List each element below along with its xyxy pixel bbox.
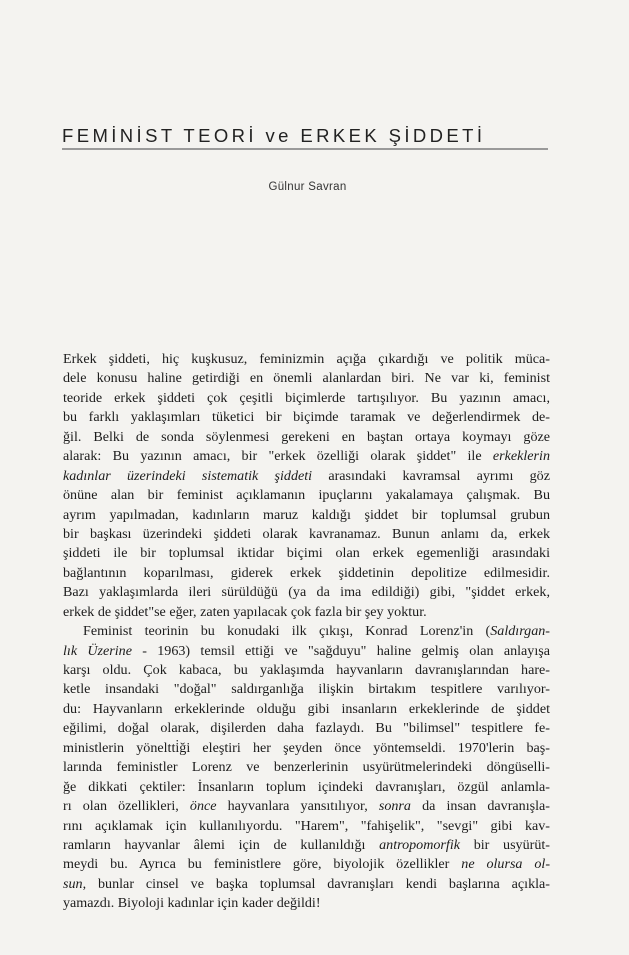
body-text-segment: ketle insandaki "doğal" saldırganlığa ilişkin birtakım tespitlere varılıyor- [63,681,550,698]
author-name: Gülnur Savran [268,181,347,193]
italic-text: ne olursa ol- [461,856,551,873]
body-text-segment: du: Hayvanların erkeklerinde olduğu gibi insanların erkeklerinde de şiddet [63,700,550,717]
body-text-segment: meydi bu. Ayrıca bu feministlere göre, biyolojik özellikler [63,856,462,873]
body-text-segment: karşı oldu. Çok kabaca, bu yaklaşımda hayvanların davranışlarından hare- [63,662,550,678]
article-body [63,350,550,914]
body-line [63,467,550,486]
body-line [63,603,550,622]
body-text-segment: hayvanlara yansıtılıyor, [216,798,379,815]
body-line [63,642,550,661]
body-text-segment: erkek de şiddet"se eğer, zaten yapılacak çok fazla bir şey yoktur. [63,603,427,620]
body-line [63,622,550,641]
body-text-segment: ğe dikkati çektiler: İnsanların toplum içindeki davranışları, özgül anlamla- [63,778,550,795]
italic-text: kadınlar üzerindeki sistematik şiddeti [63,467,313,484]
article-title: FEMİNİST TEORİ ve ERKEK ŞİDDETİ [62,125,486,146]
body-line [63,739,550,758]
body-text-segment: rı olan özellikleri, [63,798,190,815]
body-text-segment: arasındaki kavramsal ayrımı göz [312,467,550,484]
body-text-segment: bu farklı yaklaşımları tüketici bir biçimde taramak ve değerlendirmek de- [63,409,550,426]
body-line [63,564,550,583]
body-line [63,389,550,408]
italic-text: önce [189,798,217,815]
body-line [63,583,550,602]
body-text-segment: Erkek şiddeti, hiç kuşkusuz, feminizmin açığa çıkardığı ve politik müca- [63,351,550,367]
body-text-segment: yamazdı. Biyoloji kadınlar için kader değildi! [63,895,321,912]
body-text-segment: ministlerin yöneltti̇ği eleştiri her şeyden önce yöntemseldi. 1970'lerin baş- [63,739,550,756]
body-line [63,428,550,447]
body-line [63,817,550,836]
italic-text: lık Üzerine [63,642,132,659]
italic-text: antropomorfik [379,836,461,853]
italic-text: sonra [378,798,411,815]
body-text-segment: teoride erkek şiddeti çok çeşitli biçimlerde tartışılıyor. Bu yazının amacı, [63,389,550,406]
body-line [63,719,550,738]
italic-text: sun [63,875,83,892]
body-text-segment: Bazı yaklaşımlarda ileri sürüldüğü (ya da ima edildiği) gibi, "şiddet erkek, [63,584,550,601]
body-text-segment: da insan davranışla- [410,798,550,815]
body-text-segment: alarak: Bu yazının amacı, bir "erkek özelliği olarak şiddet" ile [63,448,493,465]
body-text-segment: ramların hayvanlar âlemi için de kullanıldığı [63,836,380,853]
body-line [63,778,550,797]
body-line [63,447,550,466]
title-rule [62,148,548,150]
body-line [63,700,550,719]
body-text-segment: rını açıklamak için kullanılıyordu. "Harem", "fahişelik", "sevgi" gibi kav- [63,817,550,834]
body-text-segment: eğilimi, doğal olarak, dişilerden daha fazlaydı. Bu "bilimsel" tespitlere fe- [63,720,550,737]
italic-text: Saldırgan- [490,623,550,640]
body-text-segment: larında feministler Lorenz ve benzerlerinin usyürütmelerindeki döngüselli- [63,759,550,776]
body-text-segment: şiddeti ile bir toplumsal iktidar biçimi olan erkek egemenliği arasındaki [63,545,550,562]
body-line [63,758,550,777]
body-line [63,661,550,680]
body-text-segment: bir başkası üzerindeki şiddeti olarak kavranamaz. Bunun anlamı da, erkek [63,525,550,542]
body-line [63,486,550,505]
body-line [63,875,550,894]
body-line [63,350,550,369]
body-line [63,408,550,427]
body-text-segment: bağlantının koparılması, giderek erkek şiddetinin depolitize edilmesidir. [63,564,550,581]
body-line [63,836,550,855]
body-text-segment: dele konusu haline getirdiği en önemli alanlardan biri. Ne var ki, feminist [63,370,550,387]
body-line [63,506,550,525]
body-line [63,680,550,699]
body-line [63,369,550,388]
body-line [63,894,550,913]
italic-text: erkeklerin [492,448,550,465]
body-text-segment: önüne alan bir feminist açıklamanın ipuçlarını yakalamaya çalışmak. Bu [63,487,550,504]
body-text-segment: Feminist teorinin bu konudaki ilk çıkışı, Konrad Lorenz'in ( [83,623,491,640]
body-text-segment: ayrım yapılmadan, kadınların maruz kaldığı şiddet bir toplumsal grubun [63,506,550,523]
body-line [63,797,550,816]
body-text-segment: , bunlar cinsel ve başka toplumsal davranışları kendi başlarına açıkla- [82,875,550,892]
body-line [63,525,550,544]
body-text-segment: bir usyürüt- [460,836,550,853]
body-text-segment: ğil. Belki de sonda söylenmesi gerekeni en baştan ortaya koymayı göze [63,428,550,445]
body-line [63,855,550,874]
body-text-segment: - 1963) temsil ettiği ve "sağduyu" haline gelmiş olan anlayışa [132,642,551,659]
body-line [63,544,550,563]
